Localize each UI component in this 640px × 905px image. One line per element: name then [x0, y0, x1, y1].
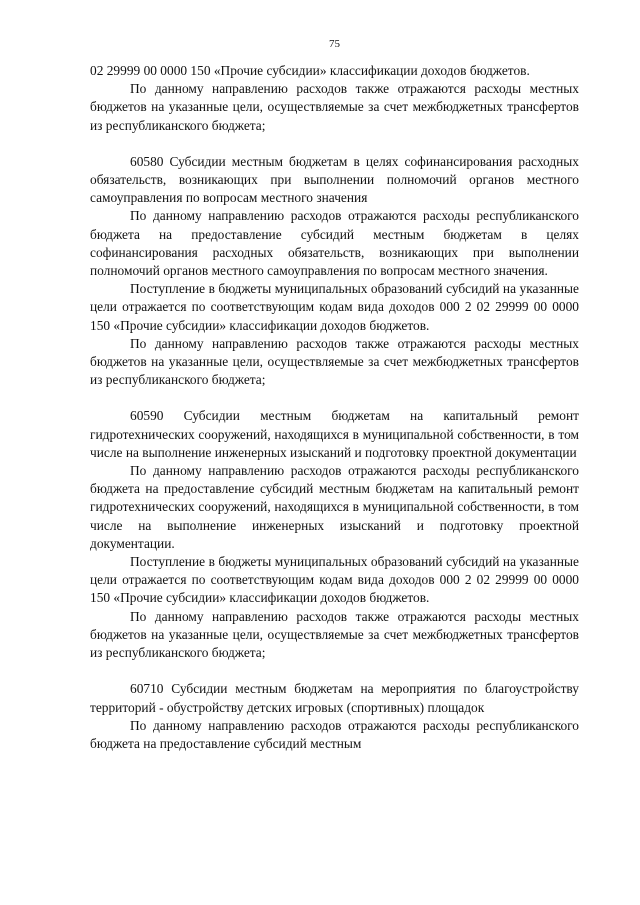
- paragraph: По данному направлению расходов также отражаются расходы местных бюджетов на указанные цели, осуществляемые за счет межбюджетных трансфертов из республиканского бюджета;: [90, 81, 579, 133]
- paragraph: 60590 Субсидии местным бюджетам на капитальный ремонт гидротехнических сооружений, находящихся в муниципальной собственности, в том числе на выполнение инженерных изысканий и подготовку проектной документации: [90, 408, 579, 460]
- paragraph: Поступление в бюджеты муниципальных образований субсидий на указанные цели отражается по соответствующим кодам вида доходов 000 2 02 29999 00 0000 150 «Прочие субсидии» классификации доходов бюджетов.: [90, 554, 579, 606]
- page-number: 75: [329, 38, 340, 50]
- paragraph: 60580 Субсидии местным бюджетам в целях софинансирования расходных обязательств, возникающих при выполнении полномочий органов местного самоуправления по вопросам местного значения: [90, 153, 579, 206]
- paragraph: Поступление в бюджеты муниципальных образований субсидий на указанные цели отражается по соответствующим кодам вида доходов 000 2 02 29999 00 0000 150 «Прочие субсидии» классификации доходов бюджетов.: [90, 281, 579, 333]
- paragraph: По данному направлению расходов также отражаются расходы местных бюджетов на указанные цели, осуществляемые за счет межбюджетных трансфертов из республиканского бюджета;: [90, 335, 579, 388]
- document-body: [90, 62, 579, 753]
- paragraph: 02 29999 00 0000 150 «Прочие субсидии» классификации доходов бюджетов.: [90, 63, 530, 78]
- document-page: [90, 38, 579, 753]
- paragraph: По данному направлению расходов также отражаются расходы местных бюджетов на указанные цели, осуществляемые за счет межбюджетных трансфертов из республиканского бюджета;: [90, 608, 579, 661]
- paragraph: По данному направлению расходов отражаются расходы республиканского бюджета на предоставление субсидий местным бюджетам в целях софинансирования расходных обязательств, возникающих при выполнении полномочий органов местного самоуправления по вопросам местного значения.: [90, 208, 579, 279]
- paragraph: 60710 Субсидии местным бюджетам на мероприятия по благоустройству территорий - обустройству детских игровых (спортивных) площадок: [90, 681, 579, 715]
- paragraph: По данному направлению расходов отражаются расходы республиканского бюджета на предоставление субсидий местным бюджетам на капитальный ремонт гидротехнических сооружений, находящихся в муниципальной собственности, в том числе на выполнение инженерных изысканий и подготовку проектной документации.: [90, 463, 579, 551]
- paragraph: По данному направлению расходов отражаются расходы республиканского бюджета на предоставление субсидий местным: [90, 717, 579, 751]
